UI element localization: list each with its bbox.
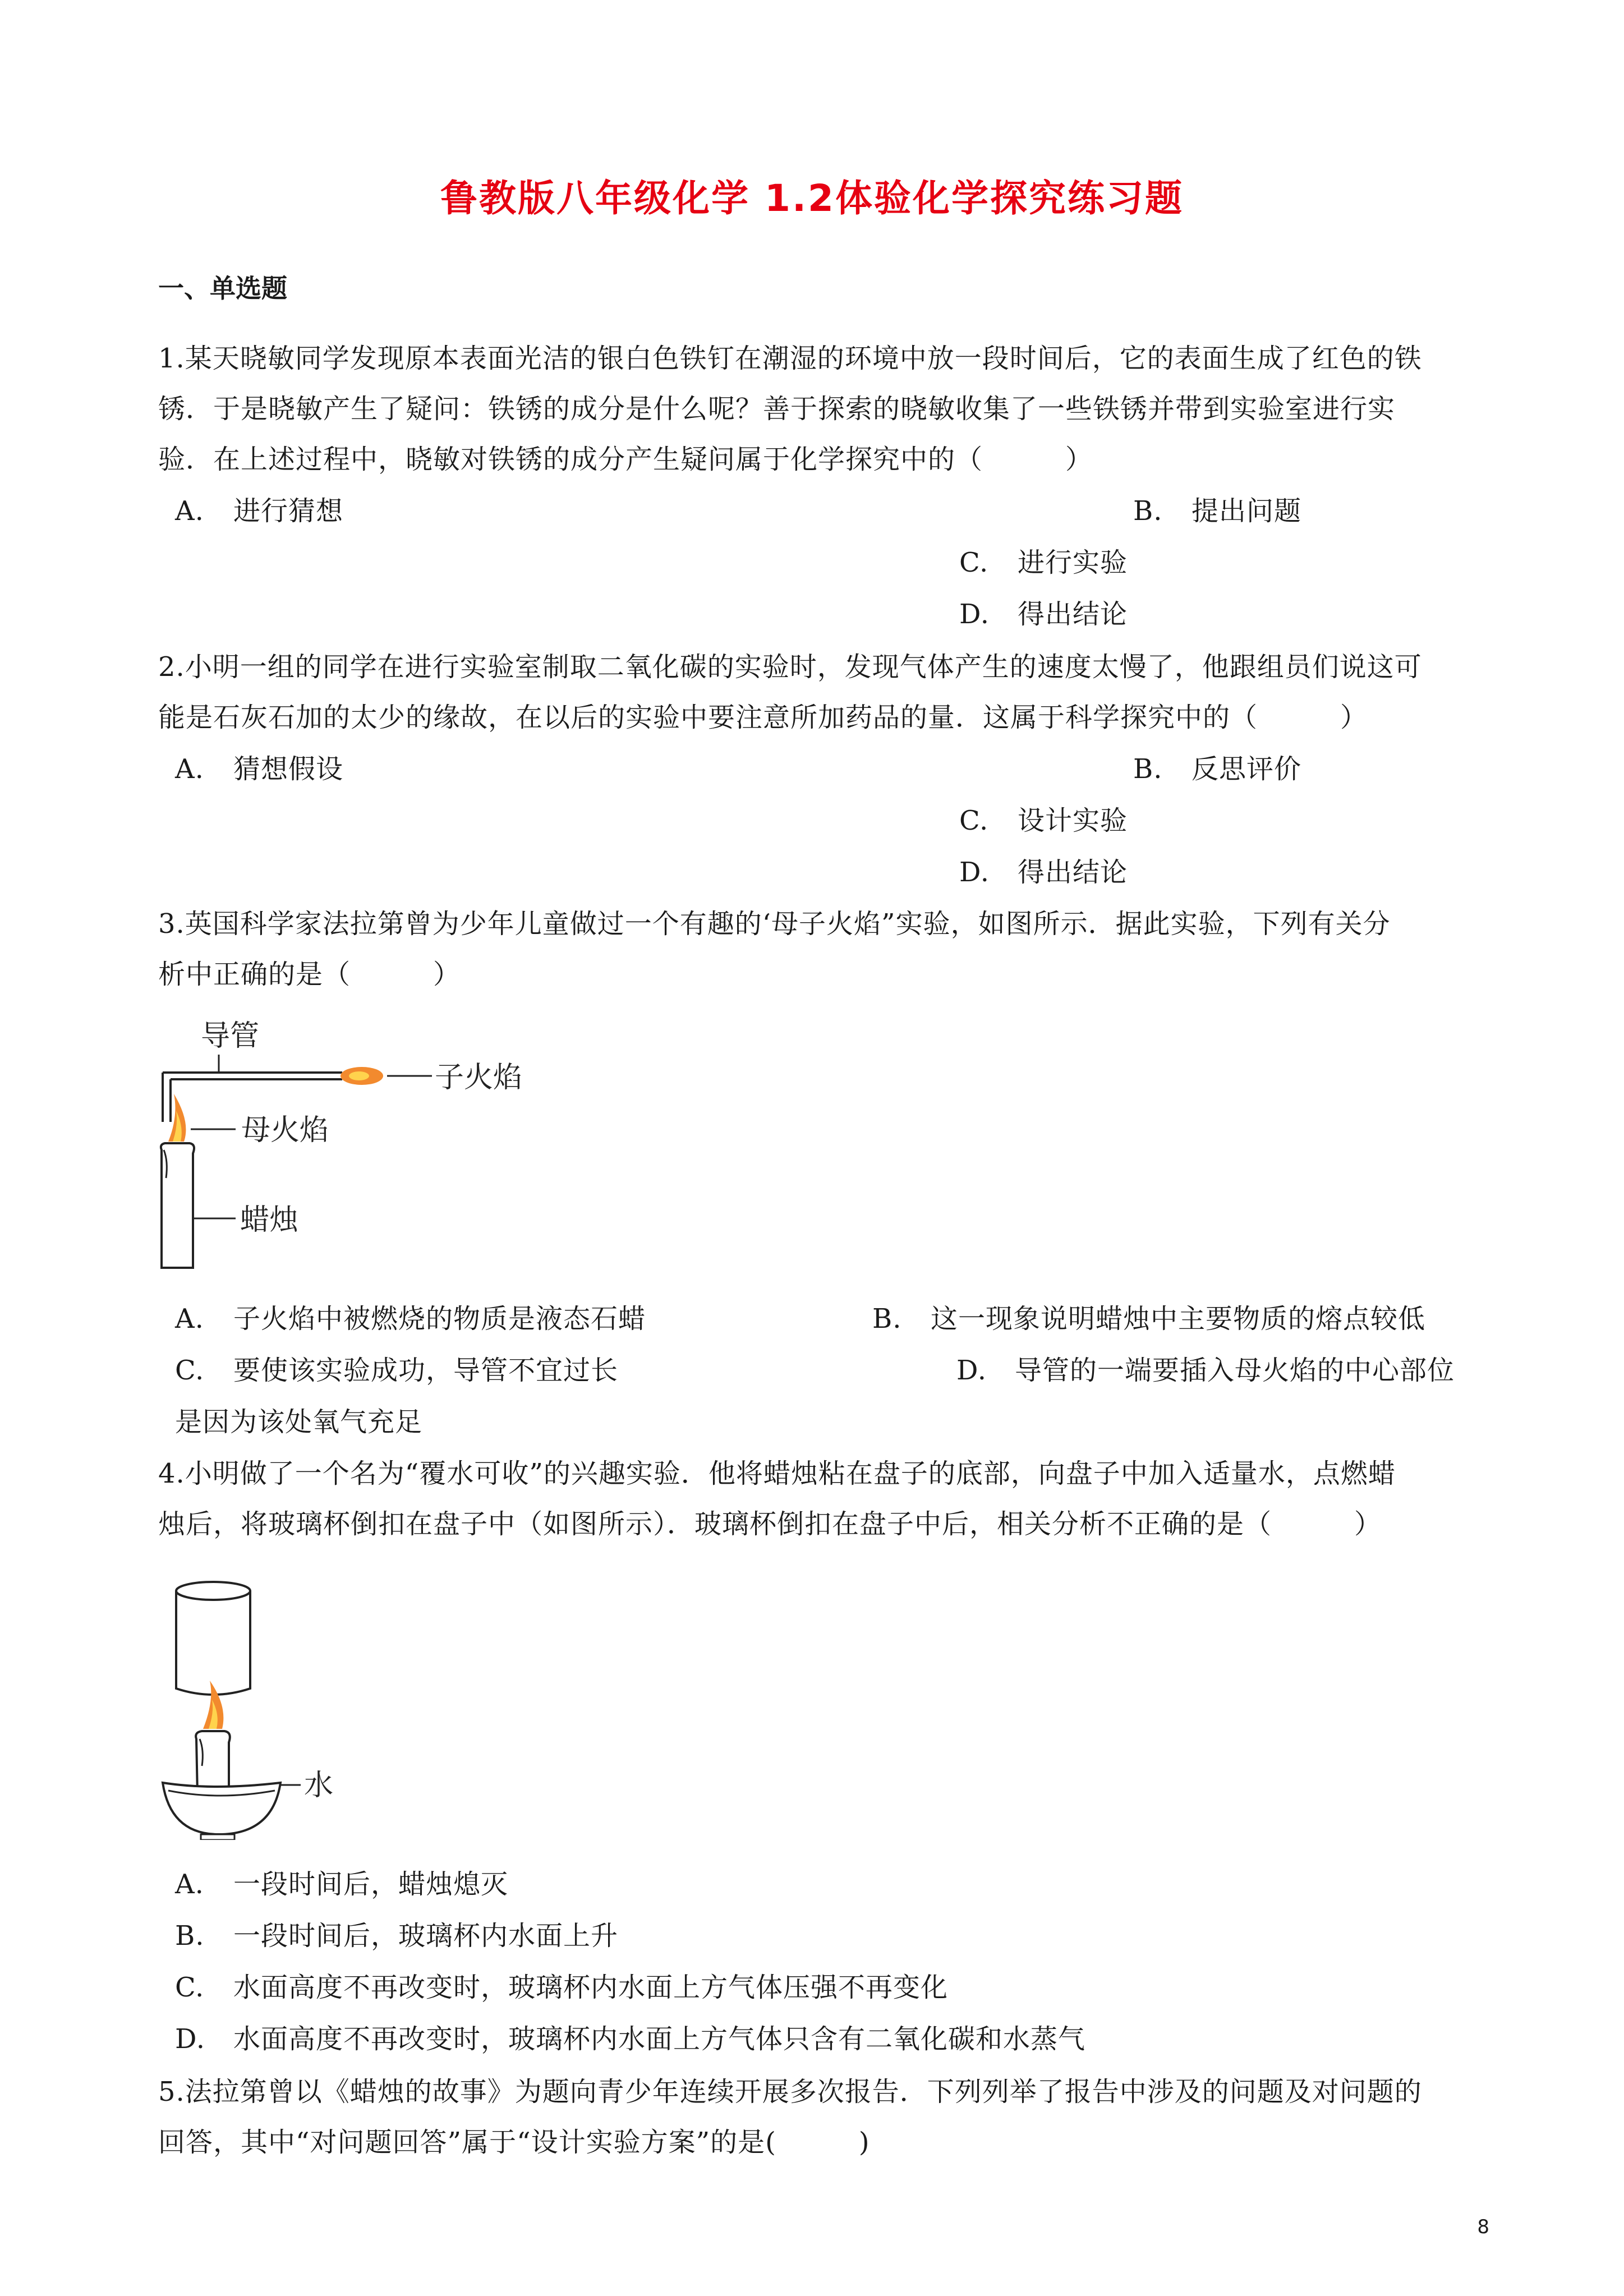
option-text: 导管的一端要插入母火焰的中心部位 <box>1015 1355 1455 1386</box>
mother-flame-label: 母火焰 <box>241 1114 329 1147</box>
option-text: 要使该实验成功，导管不宜过长 <box>233 1355 619 1386</box>
glass-icon <box>176 1591 250 1695</box>
option-text: 反思评价 <box>1191 753 1302 785</box>
q5-line-2: 回答，其中“对问题回答”属于“设计实验方案”的是( ) <box>158 2127 870 2158</box>
option-text: 一段时间后，蜡烛熄灭 <box>233 1869 509 1900</box>
q4-line-1: 4.小明做了一个名为“覆水可收”的兴趣实验．他将蜡烛粘在盘子的底部，向盘子中加入适量水，点燃蜡 <box>158 1458 1396 1489</box>
option-text: 水面高度不再改变时，玻璃杯内水面上方气体只含有二氧化碳和水蒸气 <box>233 2023 1086 2055</box>
q4-option-d[interactable] <box>175 2017 1085 2056</box>
q4-line-2: 烛后，将玻璃杯倒扣在盘子中（如图所示）．玻璃杯倒扣在盘子中后，相关分析不正确的是（ ） <box>158 1508 1382 1540</box>
q1-line-2: 锈．于是晓敏产生了疑问：铁锈的成分是什么呢？善于探索的晓敏收集了一些铁锈并带到实验室进行实 <box>158 393 1396 425</box>
q3-line-2: 析中正确的是（ ） <box>158 959 461 990</box>
q3-line-1: 3.英国科学家法拉第曾为少年儿童做过一个有趣的‘母子火焰”实验，如图所示．据此实验，下列有关分 <box>158 908 1391 940</box>
option-letter: D. <box>959 857 990 888</box>
option-letter: A. <box>175 753 204 785</box>
q1-option-d[interactable] <box>959 592 1128 631</box>
q5-line-1: 5.法拉第曾以《蜡烛的故事》为题向青少年连续开展多次报告．下列列举了报告中涉及的问题及对问题的 <box>158 2076 1422 2108</box>
option-text: 进行猜想 <box>233 495 344 527</box>
option-letter: D. <box>956 1355 987 1386</box>
q2-line-1: 2.小明一组的同学在进行实验室制取二氧化碳的实验时，发现气体产生的速度太慢了，他跟组员们说这可 <box>158 651 1422 683</box>
option-text: 猜想假设 <box>233 753 344 785</box>
q2-option-c[interactable] <box>959 799 1128 838</box>
child-flame-core-icon <box>349 1071 369 1080</box>
q1-line-3: 验．在上述过程中，晓敏对铁锈的成分产生疑问属于化学探究中的（ ） <box>158 444 1093 475</box>
glass-top-icon <box>176 1582 250 1600</box>
water-label: 水 <box>304 1769 334 1802</box>
option-letter: B. <box>1133 753 1163 785</box>
q3-option-d-continued: 是因为该处氧气充足 <box>175 1406 423 1438</box>
option-letter: B. <box>1133 495 1163 527</box>
option-letter: A. <box>175 1869 204 1900</box>
option-text: 设计实验 <box>1018 805 1128 836</box>
q2-line-2: 能是石灰石加的太少的缘故，在以后的实验中要注意所加药品的量．这属于科学探究中的（ ） <box>158 702 1368 733</box>
q1-option-a[interactable] <box>175 489 343 528</box>
q4-option-c[interactable] <box>175 1966 948 2004</box>
option-letter: D. <box>175 2023 206 2055</box>
option-text: 一段时间后，玻璃杯内水面上升 <box>233 1920 619 1952</box>
q3-option-b[interactable] <box>872 1297 1425 1336</box>
option-letter: C. <box>959 805 989 836</box>
option-letter: A. <box>175 495 204 527</box>
option-text: 得出结论 <box>1018 599 1128 630</box>
candle-label: 蜡烛 <box>240 1203 299 1237</box>
mother-child-flame-figure <box>151 1010 578 1279</box>
option-letter: D. <box>959 599 990 630</box>
q2-option-b[interactable] <box>1133 747 1301 786</box>
option-letter: C. <box>175 1972 205 2003</box>
child-flame-label: 子火焰 <box>435 1061 523 1094</box>
option-text: 子火焰中被燃烧的物质是液态石蜡 <box>233 1303 646 1335</box>
q4-option-a[interactable] <box>175 1862 508 1901</box>
q2-option-d[interactable] <box>959 850 1128 889</box>
page-title: 鲁教版八年级化学 1.2体验化学探究练习题 <box>440 177 1184 220</box>
option-letter: B. <box>872 1303 902 1335</box>
q4-option-b[interactable] <box>175 1914 618 1953</box>
option-letter: B. <box>175 1920 205 1952</box>
option-text: 进行实验 <box>1018 547 1128 578</box>
option-text: 水面高度不再改变时，玻璃杯内水面上方气体压强不再变化 <box>233 1972 949 2003</box>
q3-option-a[interactable] <box>175 1297 646 1336</box>
q1-line-1: 1.某天晓敏同学发现原本表面光洁的银白色铁钉在潮湿的环境中放一段时间后，它的表面生成了红色的铁 <box>158 343 1422 374</box>
q3-option-d[interactable] <box>956 1349 1455 1387</box>
bowl-icon <box>163 1783 280 1834</box>
q1-option-b[interactable] <box>1133 489 1301 528</box>
option-text: 这一现象说明蜡烛中主要物质的熔点较低 <box>931 1303 1426 1335</box>
option-text: 得出结论 <box>1018 857 1128 888</box>
page-number: 8 <box>1477 2216 1489 2238</box>
option-letter: C. <box>175 1355 205 1386</box>
option-letter: A. <box>175 1303 204 1335</box>
option-letter: C. <box>959 547 989 578</box>
q1-option-c[interactable] <box>959 541 1128 579</box>
tube-label: 导管 <box>201 1019 260 1053</box>
bowl-base-icon <box>201 1834 234 1840</box>
q2-option-a[interactable] <box>175 747 343 786</box>
option-text: 提出问题 <box>1191 495 1302 527</box>
inverted-glass-figure <box>157 1571 393 1840</box>
q3-option-c[interactable] <box>175 1349 618 1387</box>
section-heading: 一、单选题 <box>158 273 287 303</box>
